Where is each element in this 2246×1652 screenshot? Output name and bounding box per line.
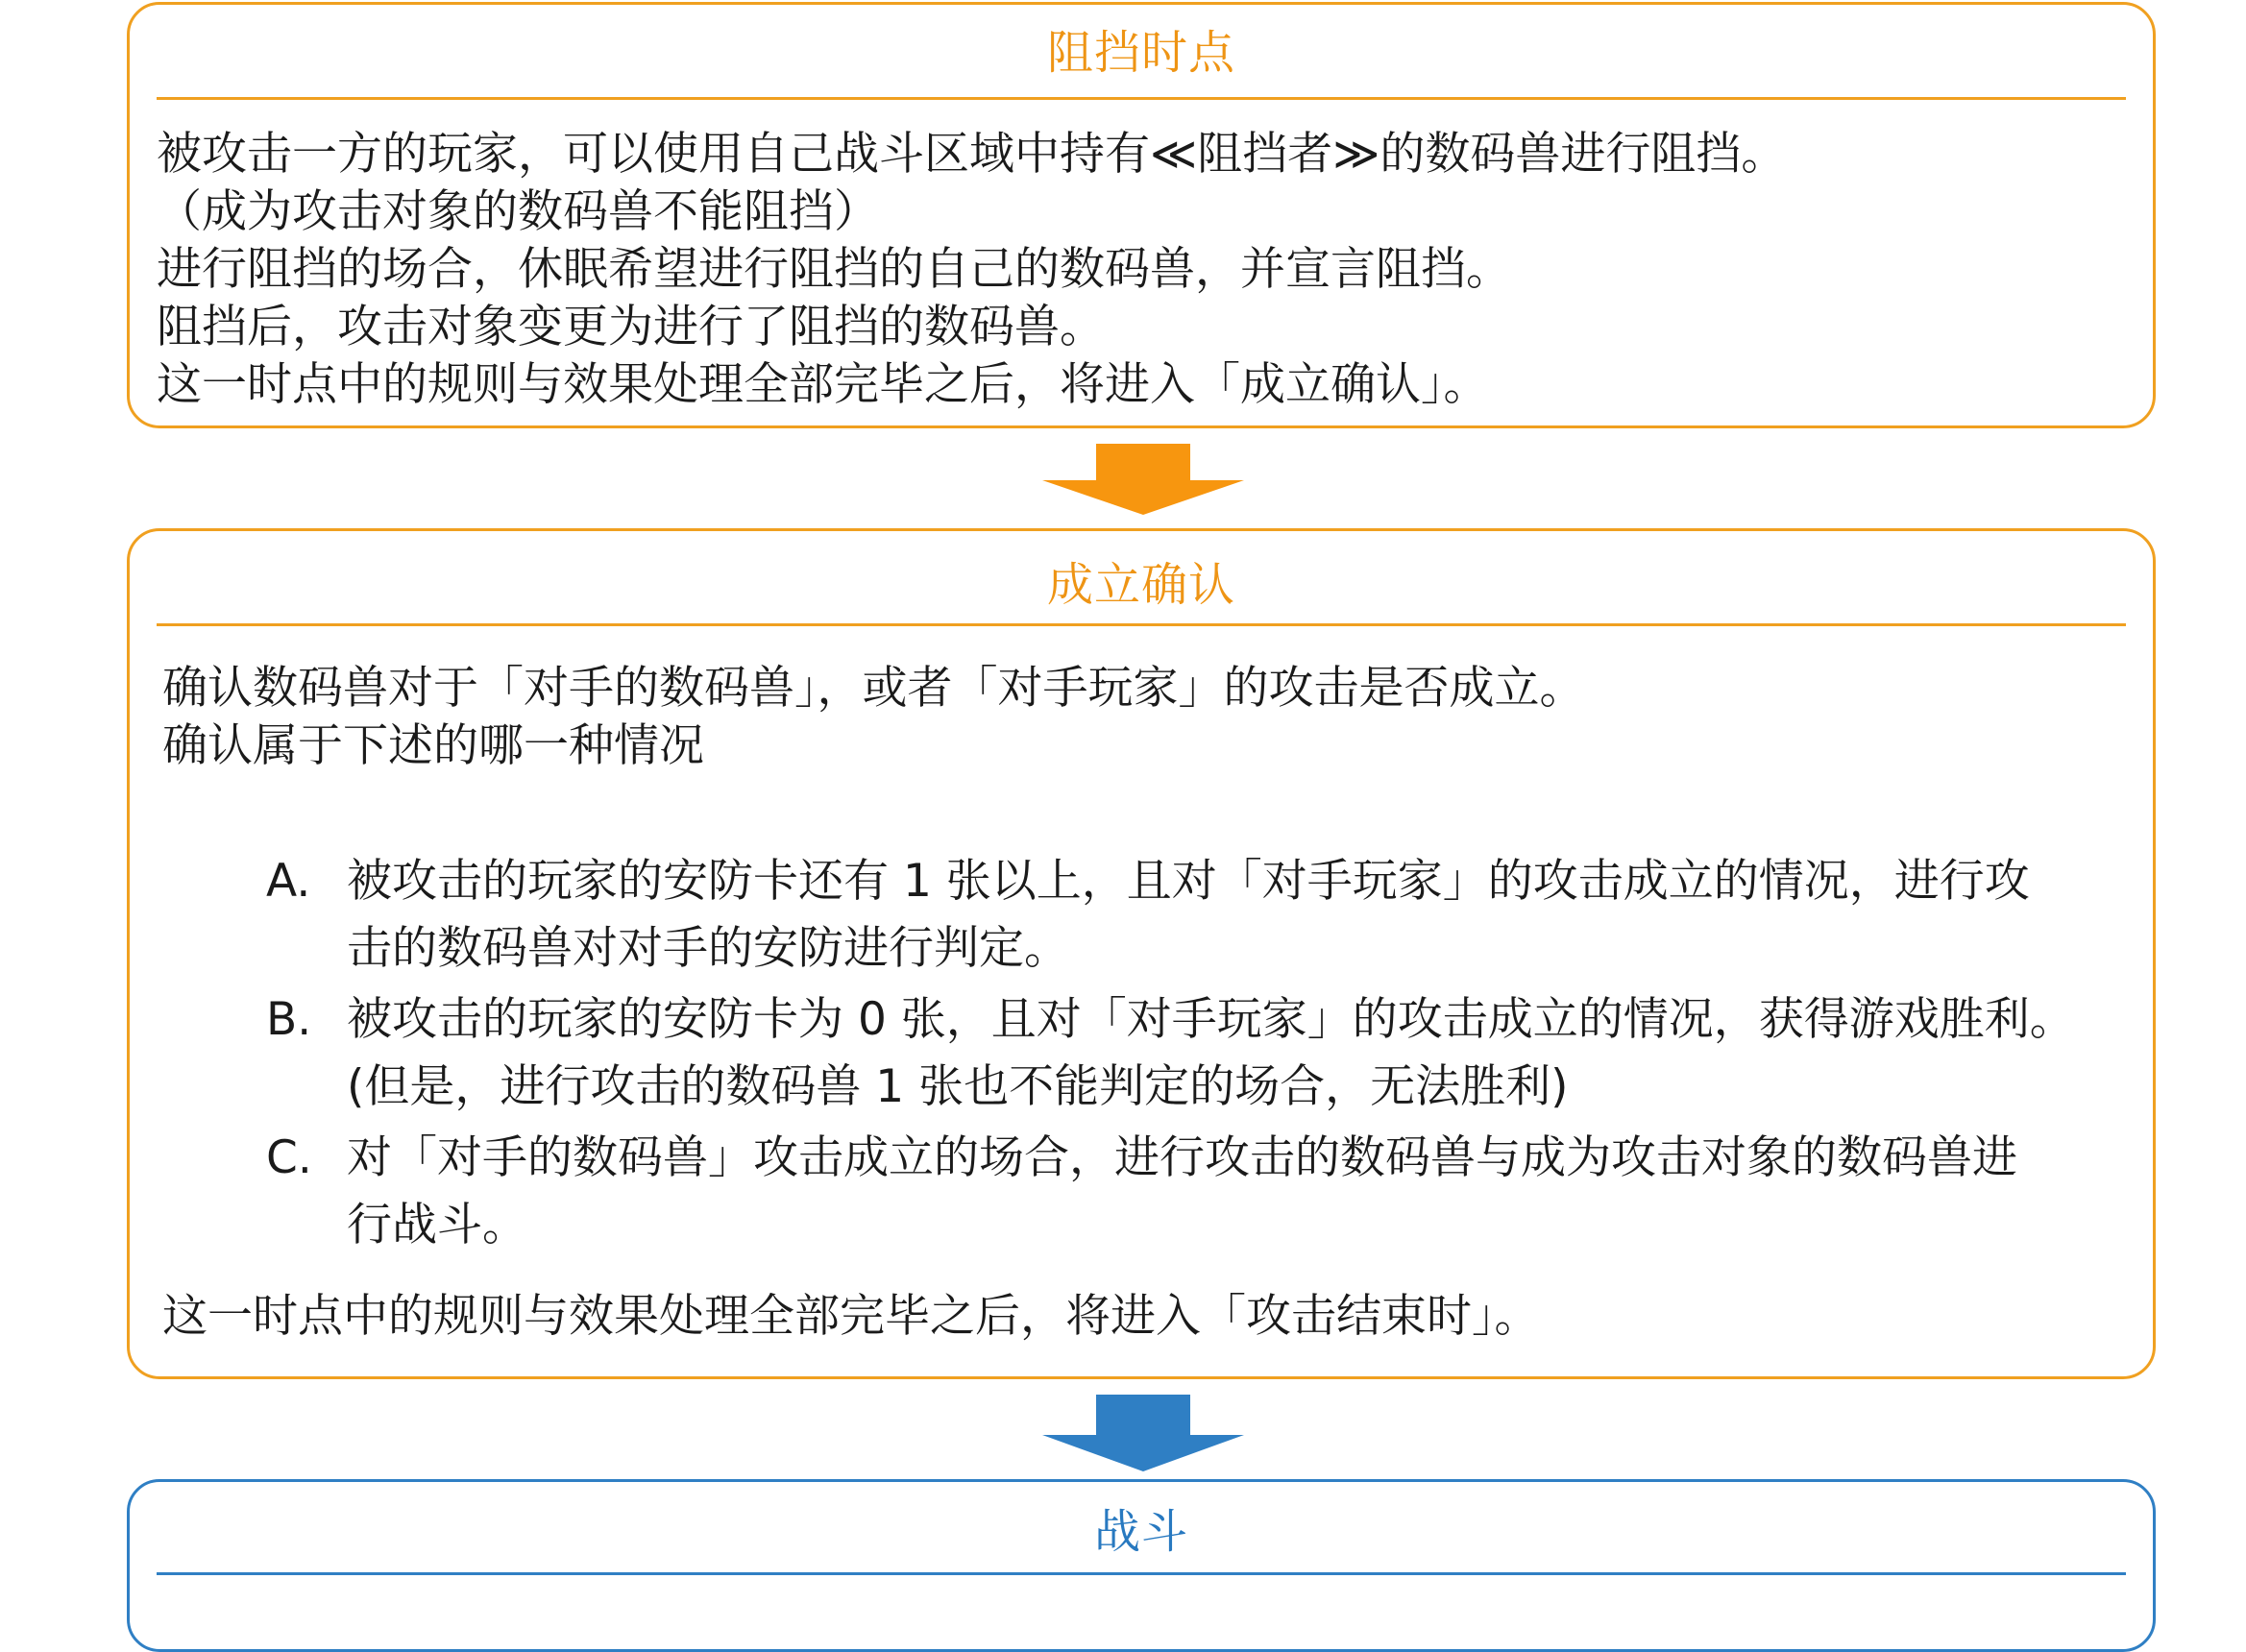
list-item	[266, 986, 2075, 1121]
battle-panel	[127, 1479, 2156, 1652]
list-item	[266, 848, 2075, 983]
block-timing-divider	[157, 97, 2126, 100]
block-timing-line: 被攻击一方的玩家，可以使用自己战斗区域中持有≪阻挡者≫的数码兽进行阻挡。	[157, 128, 1787, 181]
confirm-outro: 这一时点中的规则与效果处理全部完毕之后，将进入「攻击结束时」。	[162, 1290, 1540, 1343]
confirm-intro-line: 确认数码兽对于「对手的数码兽」，或者「对手玩家」的攻击是否成立。	[162, 662, 1585, 715]
list-item-line: 对「对手的数码兽」攻击成立的场合，进行攻击的数码兽与成为攻击对象的数码兽进	[347, 1131, 2017, 1184]
list-item-line: 击的数码兽对对手的安防进行判定。	[347, 922, 1069, 975]
down-arrow-icon	[1042, 444, 1244, 515]
confirm-intro	[162, 660, 1585, 775]
list-item-line: 行战斗。	[347, 1199, 527, 1251]
down-arrow-icon	[1042, 1395, 1244, 1471]
list-marker: A.	[266, 855, 311, 908]
confirm-intro-line: 确认属于下述的哪一种情况	[162, 719, 704, 772]
list-marker: B.	[266, 993, 312, 1046]
confirm-panel	[127, 528, 2156, 1379]
battle-divider	[157, 1572, 2126, 1575]
block-timing-panel	[127, 2, 2156, 428]
block-timing-line: 进行阻挡的场合，休眠希望进行阻挡的自己的数码兽，并宣言阻挡。	[157, 243, 1511, 296]
list-item-line: 被攻击的玩家的安防卡还有 1 张以上，且对「对手玩家」的攻击成立的情况，进行攻	[347, 855, 2030, 908]
down-arrow-shape	[1042, 444, 1244, 515]
confirm-divider	[157, 623, 2126, 626]
list-item	[266, 1125, 2075, 1259]
list-item-line: (但是，进行攻击的数码兽 1 张也不能判定的场合，无法胜利)	[347, 1060, 1569, 1113]
list-marker: C.	[266, 1131, 312, 1184]
battle-title: 战斗	[1093, 1505, 1188, 1559]
confirm-case-list	[266, 848, 2075, 1263]
block-timing-body	[157, 126, 1786, 414]
down-arrow-shape	[1042, 1395, 1244, 1471]
block-timing-line: 阻挡后，攻击对象变更为进行了阻挡的数码兽。	[157, 301, 1105, 353]
confirm-title: 成立确认	[1046, 558, 1235, 612]
block-timing-line: 这一时点中的规则与效果处理全部完毕之后，将进入「成立确认」。	[157, 358, 1489, 411]
list-item-line: 被攻击的玩家的安防卡为 0 张，且对「对手玩家」的攻击成立的情况，获得游戏胜利。	[347, 993, 2075, 1046]
block-timing-line: （成为攻击对象的数码兽不能阻挡）	[157, 185, 879, 238]
block-timing-title: 阻挡时点	[1046, 26, 1235, 80]
